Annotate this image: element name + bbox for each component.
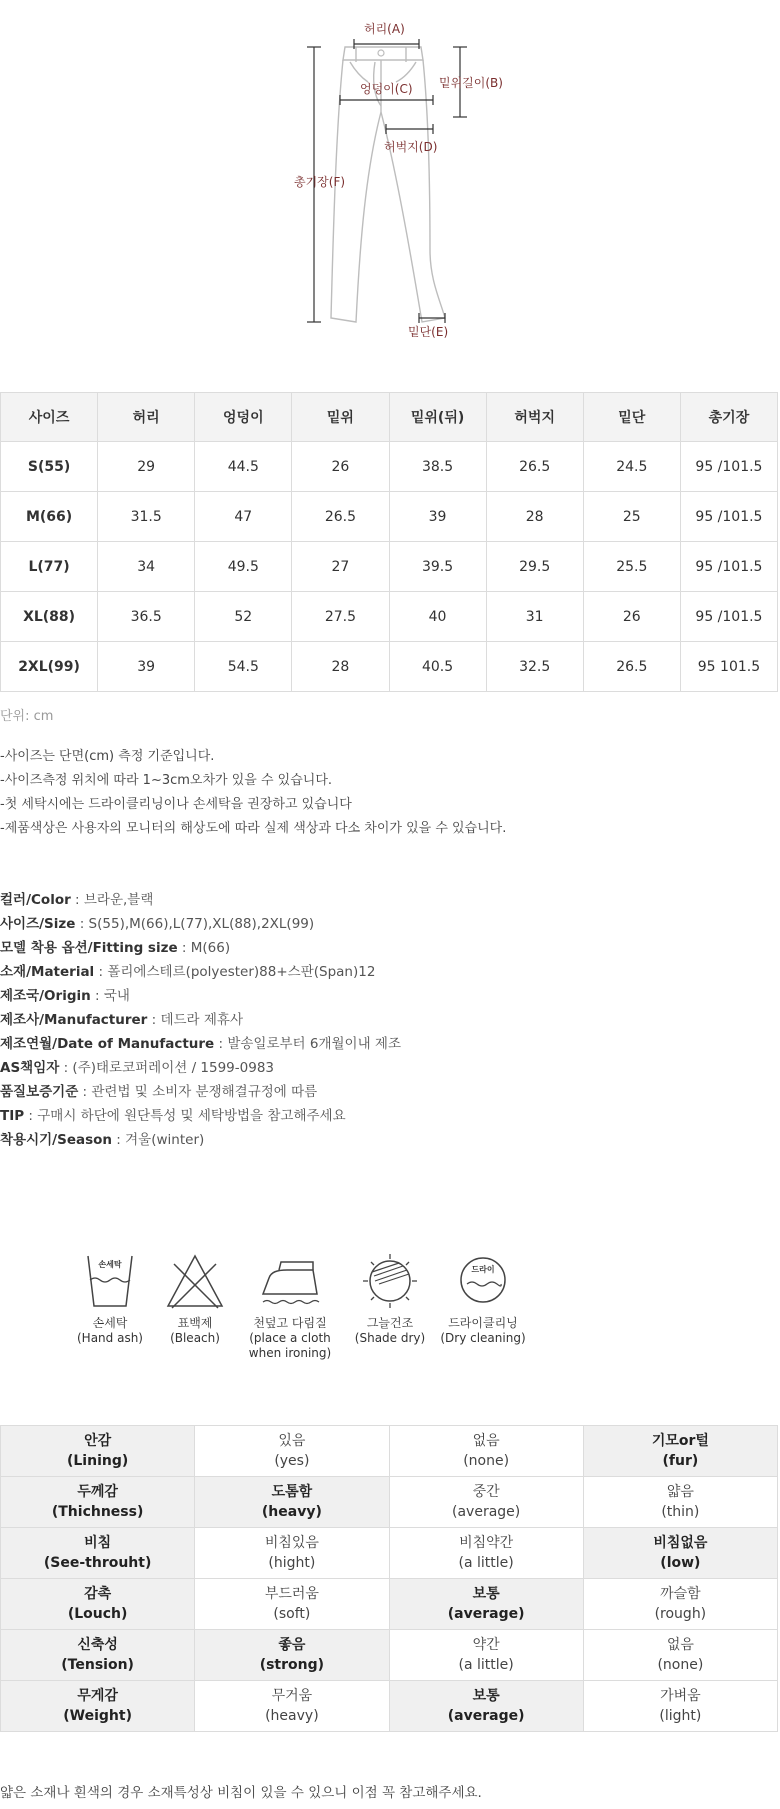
size-cell: L(77) bbox=[1, 542, 98, 592]
spec-material bbox=[0, 960, 401, 984]
waist-label: 허리(A) bbox=[364, 22, 405, 36]
hem-header: 밑단 bbox=[583, 393, 680, 442]
table-row bbox=[1, 542, 778, 592]
note-line: -사이즈는 단면(cm) 측정 기준입니다. bbox=[0, 749, 215, 764]
property-option bbox=[583, 1681, 777, 1732]
property-head bbox=[1, 1477, 195, 1528]
table-cell: 28 bbox=[486, 492, 583, 542]
option-en: (strong) bbox=[259, 1657, 325, 1673]
option-ko: 없음 bbox=[472, 1433, 500, 1449]
spec-origin bbox=[0, 984, 401, 1008]
property-option-selected bbox=[389, 1579, 583, 1630]
table-cell: 95 /101.5 bbox=[680, 492, 777, 542]
table-cell: 29.5 bbox=[486, 542, 583, 592]
option-en: (yes) bbox=[274, 1453, 310, 1469]
pants-measurement-diagram bbox=[0, 0, 780, 360]
care-dry-cleaning bbox=[438, 1250, 528, 1346]
option-en: (heavy) bbox=[261, 1504, 322, 1520]
property-row-lining bbox=[1, 1426, 778, 1477]
property-name-en: (Weight) bbox=[63, 1708, 132, 1724]
spec-tip bbox=[0, 1104, 401, 1128]
property-option bbox=[389, 1477, 583, 1528]
property-row-touch bbox=[1, 1579, 778, 1630]
thigh-label: 허벅지(D) bbox=[384, 140, 438, 154]
shade-dry-icon bbox=[357, 1250, 423, 1312]
table-cell: 31 bbox=[486, 592, 583, 642]
spec-label: 제조사/Manufacturer bbox=[0, 1012, 148, 1028]
option-ko: 기모or털 bbox=[651, 1433, 709, 1449]
option-ko: 무거움 bbox=[271, 1688, 313, 1704]
property-option bbox=[389, 1630, 583, 1681]
size-header: 사이즈 bbox=[1, 393, 98, 442]
hip-label: 엉덩이(C) bbox=[360, 82, 413, 96]
table-cell: 95 /101.5 bbox=[680, 442, 777, 492]
spec-as-contact bbox=[0, 1056, 401, 1080]
spec-value: : 구매시 하단에 원단특성 및 세탁방법을 참고해주세요 bbox=[24, 1108, 346, 1124]
care-label-line: (Dry cleaning) bbox=[440, 1331, 526, 1345]
option-ko: 있음 bbox=[278, 1433, 306, 1449]
property-name: 무게감 bbox=[77, 1688, 118, 1704]
table-cell: 26.5 bbox=[292, 492, 389, 542]
property-option-selected bbox=[195, 1477, 389, 1528]
option-ko: 비침약간 bbox=[459, 1535, 514, 1551]
property-name: 신축성 bbox=[77, 1637, 118, 1653]
size-table-header-row bbox=[1, 393, 778, 442]
option-en: (a little) bbox=[458, 1657, 514, 1673]
table-cell: 26.5 bbox=[583, 642, 680, 692]
option-en: (average) bbox=[447, 1606, 525, 1622]
table-cell: 29 bbox=[98, 442, 195, 492]
option-en: (thin) bbox=[661, 1504, 700, 1520]
spec-value: : 데드라 제휴사 bbox=[147, 1012, 244, 1028]
spec-value: : S(55),M(66),L(77),XL(88),2XL(99) bbox=[75, 916, 315, 932]
length-label: 총기장(F) bbox=[294, 175, 346, 189]
table-cell: 47 bbox=[195, 492, 292, 542]
option-ko: 약간 bbox=[472, 1637, 500, 1653]
spec-label: 컬러/Color bbox=[0, 892, 71, 908]
table-cell: 27 bbox=[292, 542, 389, 592]
care-label-line: when ironing) bbox=[248, 1346, 332, 1360]
spec-label: TIP bbox=[0, 1108, 25, 1124]
option-ko: 까슬함 bbox=[660, 1586, 701, 1602]
option-en: (hight) bbox=[268, 1555, 316, 1571]
option-ko: 도톰함 bbox=[271, 1484, 313, 1500]
property-option bbox=[195, 1426, 389, 1477]
property-row-see-through bbox=[1, 1528, 778, 1579]
hip-header: 엉덩이 bbox=[195, 393, 292, 442]
option-ko: 가벼움 bbox=[660, 1688, 701, 1704]
option-en: (heavy) bbox=[265, 1708, 319, 1724]
property-option bbox=[195, 1579, 389, 1630]
pants-outline-icon bbox=[0, 0, 780, 360]
spec-value: : 겨울(winter) bbox=[112, 1132, 205, 1148]
table-row bbox=[1, 592, 778, 642]
table-cell: 95 /101.5 bbox=[680, 542, 777, 592]
care-label-line: 손세탁 bbox=[92, 1316, 128, 1330]
see-through-footnote: 얇은 소재나 흰색의 경우 소재특성상 비침이 있을 수 있으니 이점 꼭 참고해주세요. bbox=[0, 1785, 482, 1801]
table-cell: 40.5 bbox=[389, 642, 486, 692]
thigh-header: 허벅지 bbox=[486, 393, 583, 442]
unit-note: 단위: cm bbox=[0, 709, 54, 724]
care-label-line: (Shade dry) bbox=[354, 1331, 426, 1345]
spec-manufacture-date bbox=[0, 1032, 401, 1056]
property-head bbox=[1, 1630, 195, 1681]
property-name: 안감 bbox=[84, 1433, 112, 1449]
table-cell: 39 bbox=[98, 642, 195, 692]
property-option-selected bbox=[583, 1426, 777, 1477]
option-en: (none) bbox=[463, 1453, 510, 1469]
spec-fitting-size bbox=[0, 936, 401, 960]
care-label-line: 드라이클리닝 bbox=[448, 1316, 518, 1330]
size-cell: 2XL(99) bbox=[1, 642, 98, 692]
spec-value: : 관련법 및 소비자 분쟁해결규정에 따름 bbox=[78, 1084, 318, 1100]
option-ko: 중간 bbox=[472, 1484, 500, 1500]
spec-label: 착용시기/Season bbox=[0, 1132, 113, 1148]
table-cell: 26.5 bbox=[486, 442, 583, 492]
property-option bbox=[583, 1477, 777, 1528]
property-name: 비침 bbox=[84, 1535, 112, 1551]
table-cell: 39.5 bbox=[389, 542, 486, 592]
spec-season bbox=[0, 1128, 401, 1152]
property-option bbox=[583, 1630, 777, 1681]
spec-value: : (주)태로코퍼레이션 / 1599-0983 bbox=[59, 1060, 275, 1076]
property-option-selected bbox=[583, 1528, 777, 1579]
product-specs bbox=[0, 888, 401, 1152]
spec-value: : 폴리에스테르(polyester)88+스판(Span)12 bbox=[94, 964, 376, 980]
table-cell: 25.5 bbox=[583, 542, 680, 592]
option-ko: 부드러움 bbox=[264, 1586, 319, 1602]
option-en: (a little) bbox=[458, 1555, 514, 1571]
spec-value: : 브라운,블랙 bbox=[70, 892, 154, 908]
hem-label: 밑단(E) bbox=[408, 325, 449, 339]
spec-label: 사이즈/Size bbox=[0, 916, 76, 932]
table-cell: 25 bbox=[583, 492, 680, 542]
fabric-properties-table bbox=[0, 1425, 778, 1732]
care-label-line: 표백제 bbox=[177, 1316, 213, 1330]
table-cell: 31.5 bbox=[98, 492, 195, 542]
property-name-en: (Thichness) bbox=[51, 1504, 144, 1520]
rise-header: 밑위 bbox=[292, 393, 389, 442]
table-row bbox=[1, 492, 778, 542]
spec-label: 제조국/Origin bbox=[0, 988, 91, 1004]
property-head bbox=[1, 1579, 195, 1630]
iron-with-cloth-icon bbox=[257, 1250, 323, 1312]
option-en: (average) bbox=[447, 1708, 525, 1724]
option-en: (average) bbox=[452, 1504, 521, 1520]
spec-label: AS책임자 bbox=[0, 1060, 60, 1076]
option-ko: 보통 bbox=[472, 1688, 500, 1704]
length-header: 총기장 bbox=[680, 393, 777, 442]
property-name-en: (Louch) bbox=[67, 1606, 128, 1622]
dry-clean-text: 드라이 bbox=[471, 1265, 495, 1274]
option-ko: 비침있음 bbox=[264, 1535, 319, 1551]
option-ko: 얇음 bbox=[666, 1484, 694, 1500]
table-row bbox=[1, 642, 778, 692]
table-cell: 40 bbox=[389, 592, 486, 642]
spec-label: 품질보증기준 bbox=[0, 1084, 79, 1100]
care-label-line: 천덮고 다림질 bbox=[253, 1316, 327, 1330]
table-cell: 32.5 bbox=[486, 642, 583, 692]
dry-clean-icon bbox=[453, 1250, 513, 1312]
care-label-line: (Bleach) bbox=[170, 1331, 220, 1345]
option-ko: 비침없음 bbox=[653, 1535, 708, 1551]
option-ko: 좋음 bbox=[278, 1637, 306, 1653]
property-name: 감촉 bbox=[84, 1586, 112, 1602]
hand-wash-icon bbox=[80, 1250, 140, 1312]
property-head bbox=[1, 1426, 195, 1477]
back-rise-header: 밑위(뒤) bbox=[389, 393, 486, 442]
care-shade-dry bbox=[345, 1250, 435, 1346]
table-cell: 26 bbox=[583, 592, 680, 642]
property-option bbox=[195, 1681, 389, 1732]
property-row-thickness bbox=[1, 1477, 778, 1528]
table-cell: 44.5 bbox=[195, 442, 292, 492]
note-line: -제품색상은 사용자의 모니터의 해상도에 따라 실제 색상과 다소 차이가 있을 수 있습니다. bbox=[0, 821, 507, 836]
table-cell: 95 101.5 bbox=[680, 642, 777, 692]
option-en: (none) bbox=[657, 1657, 704, 1673]
table-cell: 38.5 bbox=[389, 442, 486, 492]
table-cell: 39 bbox=[389, 492, 486, 542]
option-en: (soft) bbox=[273, 1606, 311, 1622]
spec-size bbox=[0, 912, 401, 936]
spec-label: 제조연월/Date of Manufacture bbox=[0, 1036, 215, 1052]
spec-quality bbox=[0, 1080, 401, 1104]
option-en: (rough) bbox=[654, 1606, 707, 1622]
table-cell: 27.5 bbox=[292, 592, 389, 642]
note-line: -사이즈측정 위치에 따라 1~3cm오차가 있을 수 있습니다. bbox=[0, 773, 333, 788]
table-cell: 54.5 bbox=[195, 642, 292, 692]
property-option bbox=[389, 1426, 583, 1477]
table-cell: 36.5 bbox=[98, 592, 195, 642]
spec-value: : M(66) bbox=[177, 940, 231, 956]
property-row-weight bbox=[1, 1681, 778, 1732]
care-label-line: 그늘건조 bbox=[366, 1316, 414, 1330]
option-en: (fur) bbox=[662, 1453, 699, 1469]
property-option bbox=[195, 1528, 389, 1579]
option-ko: 보통 bbox=[472, 1586, 500, 1602]
property-row-tension bbox=[1, 1630, 778, 1681]
size-cell: S(55) bbox=[1, 442, 98, 492]
property-option-selected bbox=[389, 1681, 583, 1732]
no-bleach-icon bbox=[162, 1250, 228, 1312]
property-name-en: (See-throuht) bbox=[43, 1555, 152, 1571]
rise-label: 밑위길이(B) bbox=[439, 76, 503, 90]
option-ko: 없음 bbox=[666, 1637, 694, 1653]
care-hand-wash bbox=[65, 1250, 155, 1346]
table-row bbox=[1, 442, 778, 492]
table-cell: 34 bbox=[98, 542, 195, 592]
care-label-line: (Hand ash) bbox=[77, 1331, 143, 1345]
spec-label: 모델 착용 옵션/Fitting size bbox=[0, 940, 178, 956]
property-name-en: (Lining) bbox=[66, 1453, 129, 1469]
size-cell: M(66) bbox=[1, 492, 98, 542]
table-cell: 26 bbox=[292, 442, 389, 492]
spec-color bbox=[0, 888, 401, 912]
table-cell: 24.5 bbox=[583, 442, 680, 492]
option-en: (low) bbox=[660, 1555, 701, 1571]
waist-header: 허리 bbox=[98, 393, 195, 442]
spec-label: 소재/Material bbox=[0, 964, 95, 980]
care-label-line: (place a cloth bbox=[249, 1331, 331, 1345]
property-name: 두께감 bbox=[77, 1484, 118, 1500]
spec-value: : 국내 bbox=[90, 988, 130, 1004]
table-cell: 49.5 bbox=[195, 542, 292, 592]
property-name-en: (Tension) bbox=[61, 1657, 134, 1673]
note-line: -첫 세탁시에는 드라이클리닝이나 손세탁을 권장하고 있습니다 bbox=[0, 797, 352, 812]
size-cell: XL(88) bbox=[1, 592, 98, 642]
table-cell: 95 /101.5 bbox=[680, 592, 777, 642]
care-iron-with-cloth bbox=[245, 1250, 335, 1361]
property-option bbox=[583, 1579, 777, 1630]
property-option-selected bbox=[195, 1630, 389, 1681]
table-cell: 52 bbox=[195, 592, 292, 642]
hand-wash-text: 손세탁 bbox=[98, 1260, 122, 1269]
property-head bbox=[1, 1681, 195, 1732]
property-option bbox=[389, 1528, 583, 1579]
size-notes bbox=[0, 745, 506, 841]
spec-value: : 발송일로부터 6개월이내 제조 bbox=[214, 1036, 401, 1052]
property-head bbox=[1, 1528, 195, 1579]
spec-manufacturer bbox=[0, 1008, 401, 1032]
option-en: (light) bbox=[659, 1708, 702, 1724]
care-no-bleach bbox=[150, 1250, 240, 1346]
table-cell: 28 bbox=[292, 642, 389, 692]
size-table bbox=[0, 392, 778, 692]
